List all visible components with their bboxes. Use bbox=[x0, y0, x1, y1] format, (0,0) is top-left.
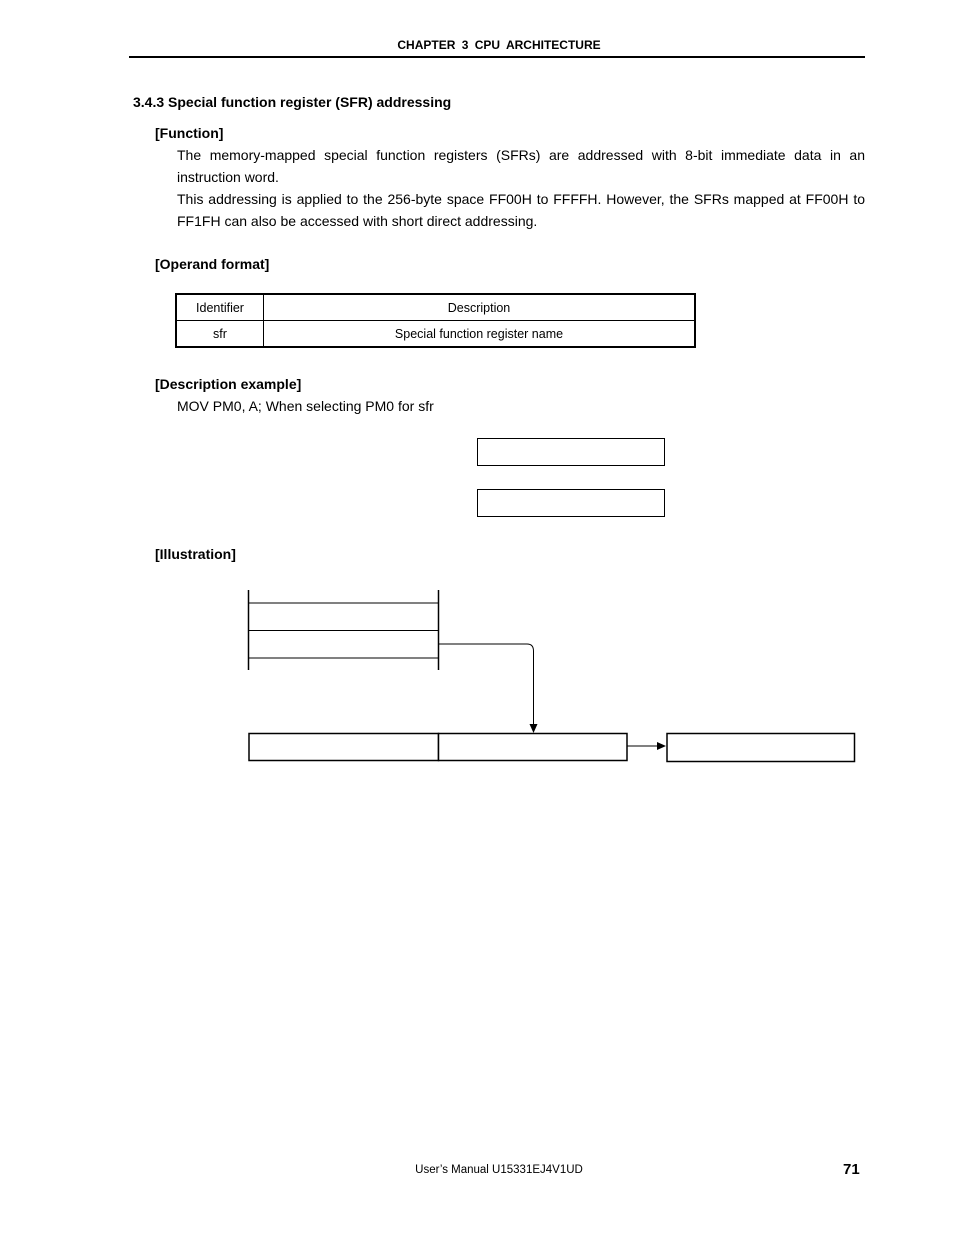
function-heading: [Function] bbox=[155, 125, 224, 141]
table-cell: Special function register name bbox=[264, 321, 695, 347]
function-paragraph-2: This addressing is applied to the 256-byte space FF00H to FFFFH. However, the SFRs mapped at FF00H to FF1FH can also be accessed with short direct addressing. bbox=[177, 191, 865, 229]
page-number: 71 bbox=[843, 1161, 860, 1178]
sfr-arrowhead bbox=[657, 742, 666, 750]
footer-manual-id: User’s Manual U15331EJ4V1UD bbox=[415, 1164, 583, 1176]
instruction-word-stack bbox=[249, 590, 439, 670]
table-header-cell: Description bbox=[264, 295, 695, 321]
table-header-cell: Identifier bbox=[177, 295, 264, 321]
table-cell: sfr bbox=[177, 321, 264, 347]
chapter-header: CHAPTER 3 CPU ARCHITECTURE bbox=[397, 38, 601, 52]
function-paragraph-1: The memory-mapped special function registers (SFRs) are addressed with 8-bit immediate data in an instruction word. bbox=[177, 147, 865, 185]
operand-format-heading: [Operand format] bbox=[155, 256, 270, 272]
effective-address-low-box bbox=[439, 734, 628, 761]
effective-address-high-box bbox=[249, 734, 439, 761]
section-title: 3.4.3 Special function register (SFR) addressing bbox=[133, 94, 452, 110]
connector-line bbox=[439, 644, 534, 726]
description-example-text: MOV PM0, A; When selecting PM0 for sfr bbox=[177, 398, 434, 414]
description-example-heading: [Description example] bbox=[155, 376, 302, 392]
sfr-box bbox=[667, 734, 855, 762]
connector-arrowhead bbox=[530, 724, 538, 733]
illustration-heading: [Illustration] bbox=[155, 546, 236, 562]
